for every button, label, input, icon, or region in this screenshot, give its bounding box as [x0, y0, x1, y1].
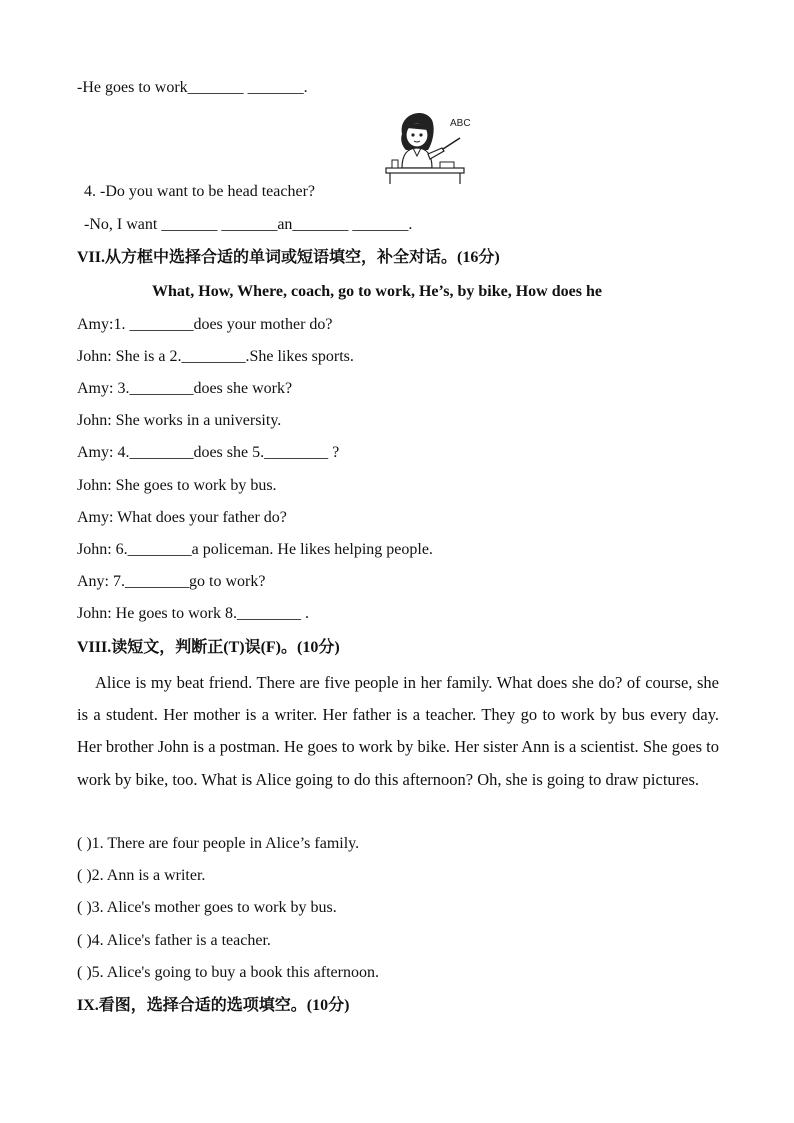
- q4-question: 4. -Do you want to be head teacher?: [84, 183, 316, 200]
- section7-word-box: What, How, Where, coach, go to work, He’s, by bike, How does he: [152, 283, 602, 300]
- tf-item: ( )2. Ann is a writer.: [77, 867, 206, 884]
- dialogue-line: Amy:1. ________does your mother do?: [77, 316, 333, 333]
- section7-heading: VII.从方框中选择合适的单词或短语填空，补全对话。(16分): [77, 249, 500, 266]
- illustration-board-text: ABC: [450, 118, 471, 129]
- dialogue-line: John: She works in a university.: [77, 412, 282, 429]
- tf-item: ( )4. Alice's father is a teacher.: [77, 932, 271, 949]
- dialogue-line: Any: 7.________go to work?: [77, 573, 266, 590]
- teacher-pointing-at-board-icon: [380, 104, 480, 186]
- dialogue-line: Amy: 3.________does she work?: [77, 380, 293, 397]
- dialogue-line: John: He goes to work 8.________ .: [77, 605, 309, 622]
- reading-passage: Alice is my beat friend. There are five people in her family. What does she do? of course, she is a student. Her mother is a writer. Her father is a teacher. They go to work by bus every day. Her brother John is a postman. He goes to work by bike. Her sister Ann is a scientist. She goes to work by bike, too. What is Alice going to do this afternoon? Oh, she is going to draw pictures.: [77, 673, 719, 789]
- section8-heading: VIII.读短文，判断正(T)误(F)。(10分): [77, 639, 340, 656]
- dialogue-line: John: She goes to work by bus.: [77, 477, 277, 494]
- dialogue-line: John: 6.________a policeman. He likes helping people.: [77, 541, 433, 558]
- q3-answer-line: -He goes to work_______ _______.: [77, 79, 308, 96]
- section9-heading: IX.看图，选择合适的选项填空。(10分): [77, 997, 350, 1014]
- dialogue-line: Amy: 4.________does she 5.________ ?: [77, 444, 340, 461]
- dialogue-line: John: She is a 2.________.She likes sports.: [77, 348, 354, 365]
- dialogue-line: Amy: What does your father do?: [77, 509, 287, 526]
- tf-item: ( )5. Alice's going to buy a book this afternoon.: [77, 964, 379, 981]
- tf-item: ( )1. There are four people in Alice’s family.: [77, 835, 360, 852]
- tf-item: ( )3. Alice's mother goes to work by bus.: [77, 899, 337, 916]
- q4-answer-line: -No, I want _______ _______an_______ _______.: [84, 216, 413, 233]
